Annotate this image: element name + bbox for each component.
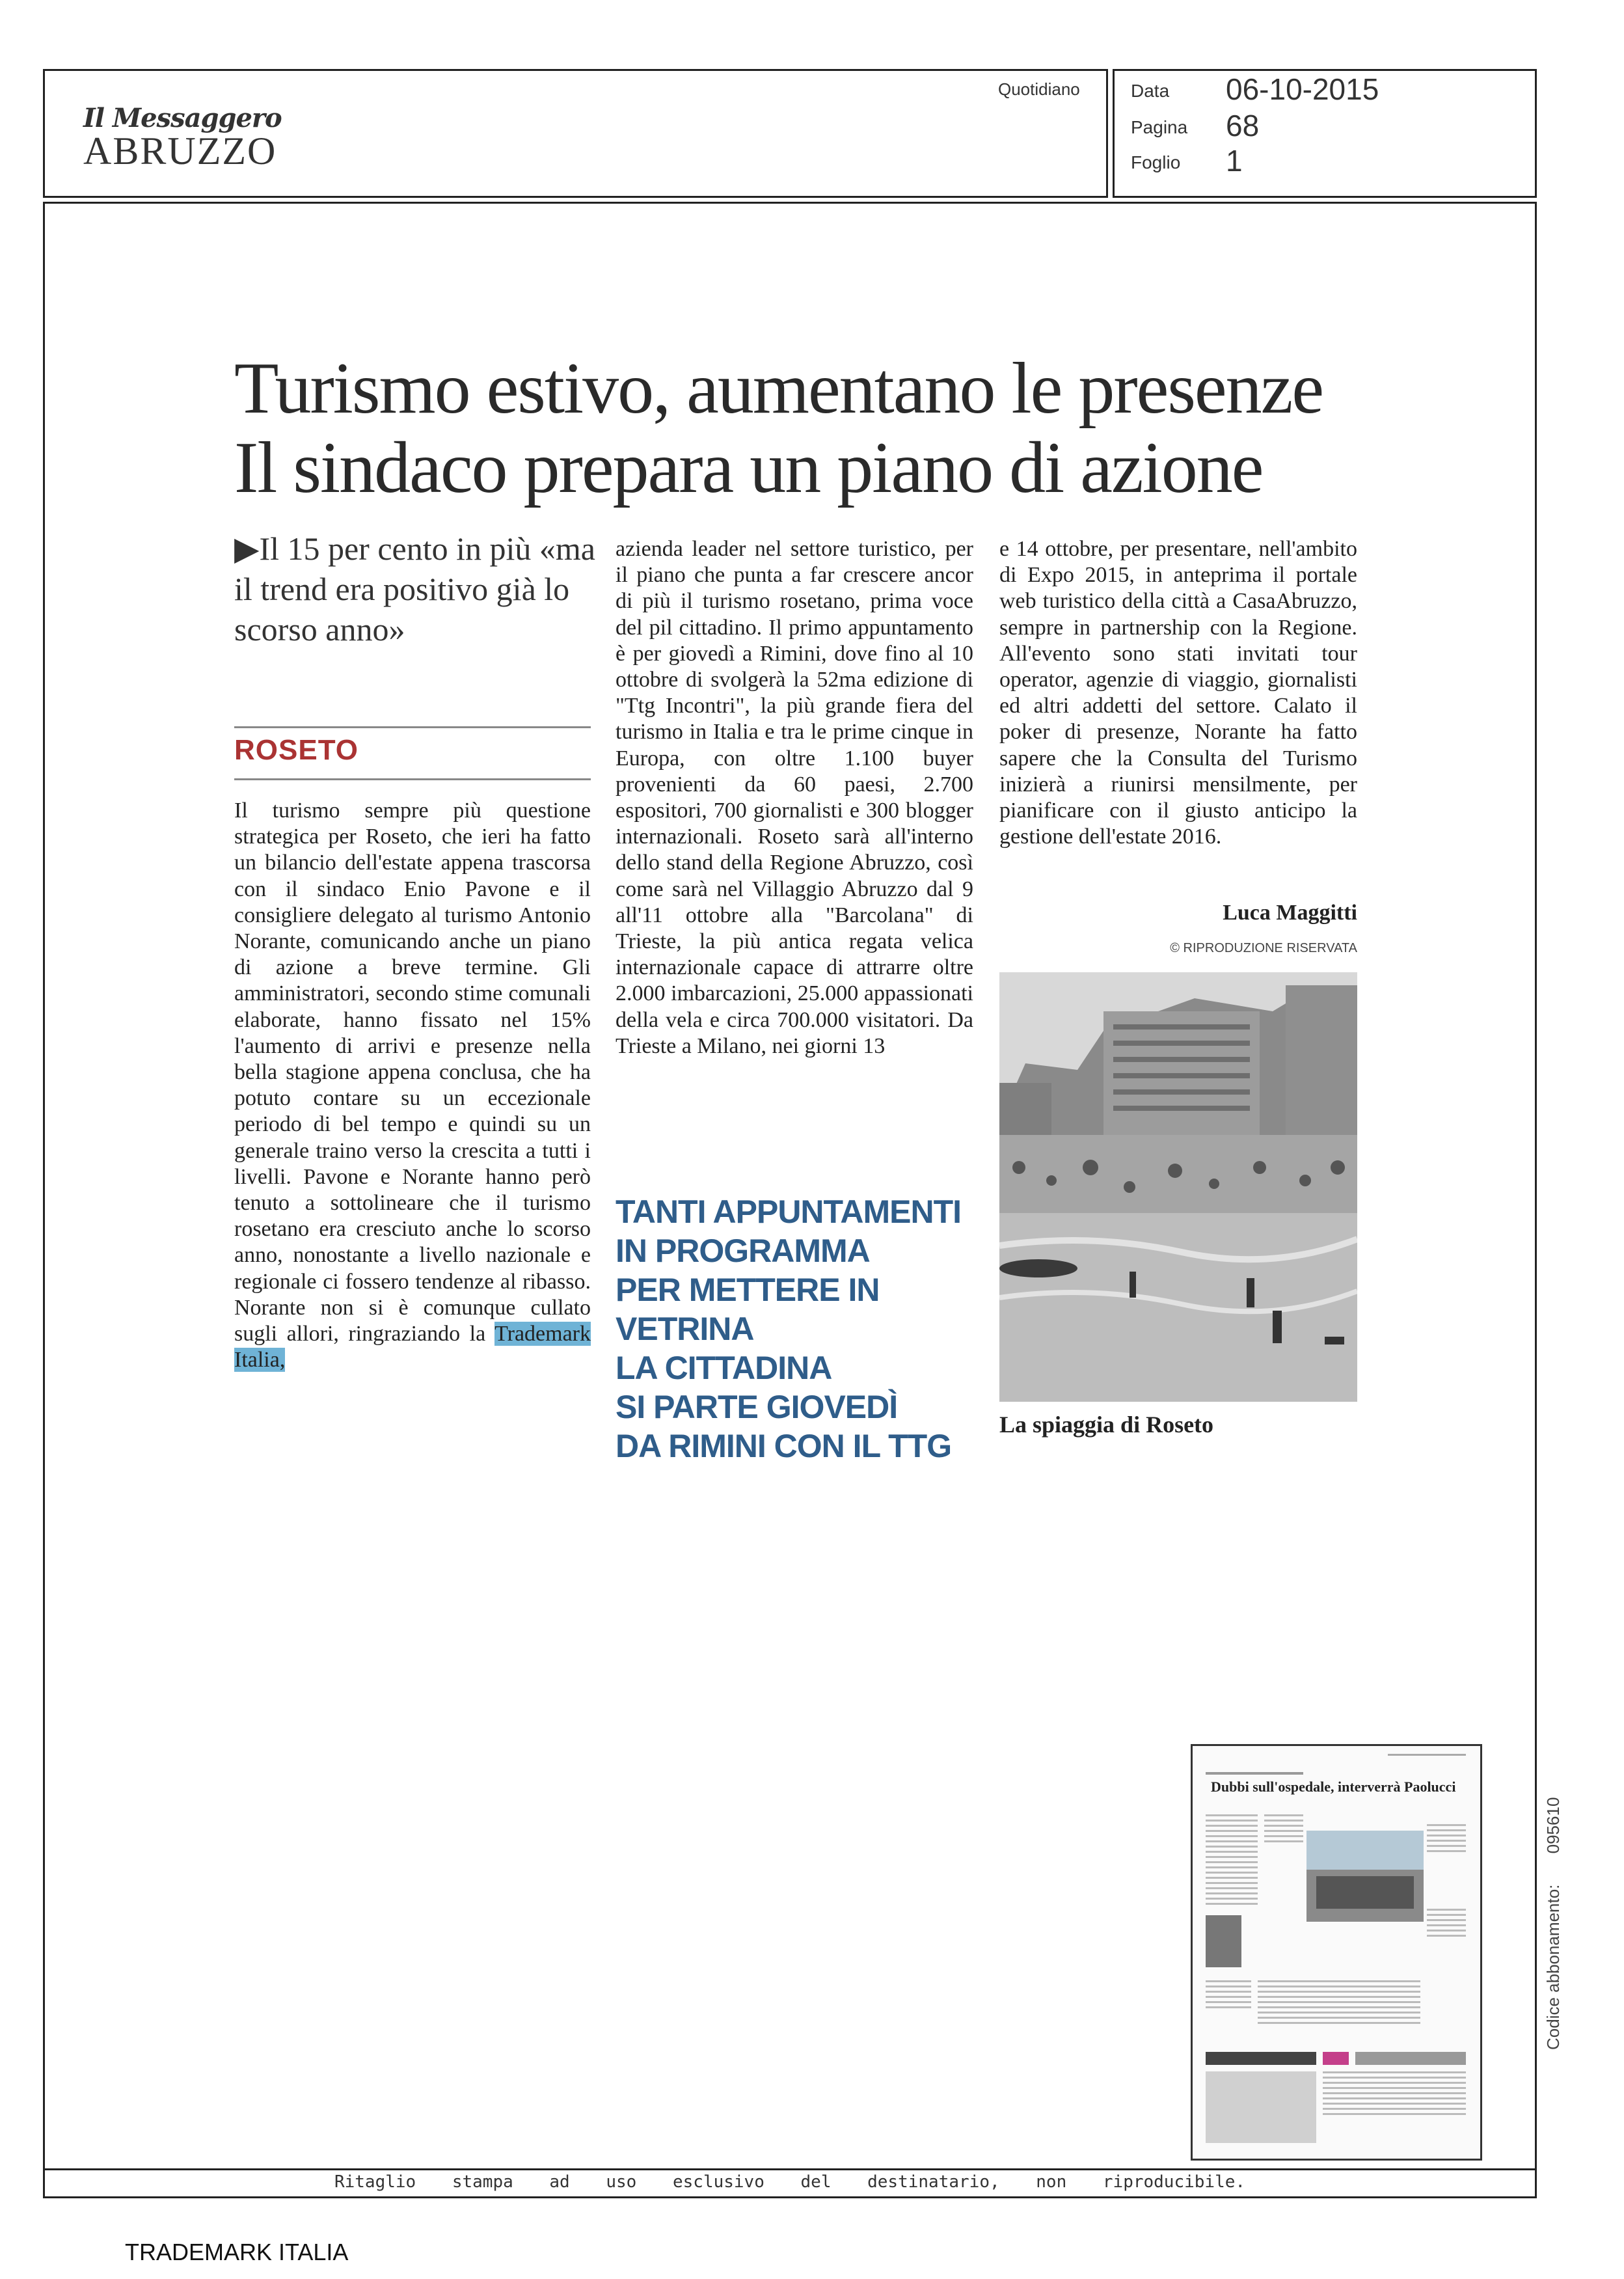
- pullquote-line: PER METTERE IN VETRINA: [616, 1272, 880, 1347]
- pagina-value: 68: [1226, 109, 1260, 143]
- column-1-text: Il turismo sempre più questione strategica per Roseto, che ieri ha fatto un bilancio dell'estate appena trascorsa con il sindaco Enio Pavone e il consigliere delegato al turismo Antonio Norante, comunicando anche un piano di azione a breve termine. Gli amministratori, secondo stime comunali elaborate, hanno fissato nel 15% l'aumento di arrivi e presenze nella bella stagione appena conclusa, che ha potuto contare su un eccezionale periodo di bel tempo e quindi su un generale traino verso la crescita a tutti i livelli. Pavone e Norante hanno però tenuto a sottolineare che il turismo rosetano era cresciuto anche lo scorso anno, nonostante a livello nazionale e regionale ci fossero tendenze al ribasso. Norante non si è comunque cullato sugli allori, ringraziando la: [234, 798, 591, 1346]
- photo-caption: La spiaggia di Roseto: [999, 1412, 1214, 1438]
- newspaper-logo: Il Messaggero: [83, 103, 282, 133]
- dateline-place: ROSETO: [234, 734, 359, 766]
- headline-line-2: Il sindaco prepara un piano di azione: [234, 428, 1263, 508]
- headline-line-1: Turismo estivo, aumentano le presenze: [234, 348, 1323, 429]
- newspaper-edition: ABRUZZO: [83, 130, 277, 172]
- author-byline: Luca Maggitti: [1223, 901, 1357, 925]
- beach-photo: [999, 972, 1357, 1402]
- column-2-text: azienda leader nel settore turistico, per il piano che punta a far crescere ancor di più il turismo rosetano, prima voce del pil cittadino. Il primo appuntamento è per giovedì a Rimini, dove fino al 10 ottobre di svolgerà la 52ma edizione di "Ttg Incontri", la più grande fiera del turismo in Italia e tra le prime cinque in Europa, con oltre 1.100 buyer provenienti da 60 paesi, 2.700 espositori, 700 giornalisti e 300 blogger internazionali. Roseto sarà all'interno dello stand della Regione Abruzzo, così come sarà nel Villaggio Abruzzo dal 9 all'11 ottobre alla "Barcolana" di Trieste, la più antica regata velica internazionale capace di attrarre oltre 2.000 imbarcazioni, 25.000 appassionati della vela e circa 700.000 visitatori. Da Trieste a Milano, nei giorni 13: [616, 537, 973, 1058]
- article-column-3: [999, 536, 1357, 850]
- pagina-label: Pagina: [1131, 117, 1188, 137]
- footer-notice: Ritaglio stampa ad uso esclusivo del destinatario, non riproducibile.: [334, 2172, 1246, 2192]
- thumbnail-headline: Dubbi sull'ospedale, interverrà Paolucci: [1211, 1779, 1456, 1795]
- thumbnail-page-graphic: [1193, 1746, 1480, 2159]
- divider-bottom: [234, 778, 591, 780]
- pullquote-line: TANTI APPUNTAMENTI: [616, 1194, 962, 1230]
- data-label: Data: [1131, 81, 1170, 101]
- client-label: TRADEMARK ITALIA: [125, 2239, 349, 2265]
- subscription-code-value: 095610: [1543, 1797, 1563, 1854]
- publication-type: Quotidiano: [998, 79, 1080, 99]
- column-3-text: e 14 ottobre, per presentare, nell'ambito di Expo 2015, in anteprima il portale web turistico della città a CasaAbruzzo, sempre in partnership con la Regione. All'evento sono stati invitati tour operator, agenzie di viaggio, giornalisti ed altri addetti del settore. Calato il poker di presenze, Norante ha fatto sapere che la Consulta del Turismo inizierà a riunirsi mensilmente, per pianificare con il giusto anticipo la gestione dell'estate 2016.: [999, 537, 1357, 849]
- highlighted-term: Trademark Italia,: [234, 1322, 591, 1372]
- divider-top: [234, 726, 591, 728]
- subscription-code: [1543, 1797, 1563, 2050]
- article-column-2: [616, 536, 973, 1059]
- foglio-value: 1: [1226, 144, 1243, 178]
- pullquote-line: LA CITTADINA: [616, 1350, 832, 1386]
- foglio-label: Foglio: [1131, 152, 1181, 172]
- copyright-note: © RIPRODUZIONE RISERVATA: [1170, 941, 1357, 955]
- subscription-code-label: Codice abbonamento:: [1543, 1884, 1563, 2050]
- kicker: ▶Il 15 per cento in più «ma il trend era positivo già lo scorso anno»: [234, 530, 595, 648]
- article-column-1: [234, 798, 591, 1373]
- data-value: 06-10-2015: [1226, 72, 1379, 106]
- pullquote-line: SI PARTE GIOVEDÌ: [616, 1389, 898, 1425]
- pullquote: [616, 1192, 967, 1466]
- pullquote-line: DA RIMINI CON IL TTG: [616, 1428, 952, 1464]
- pullquote-line: IN PROGRAMMA: [616, 1233, 870, 1269]
- page-thumbnail: [1191, 1744, 1482, 2161]
